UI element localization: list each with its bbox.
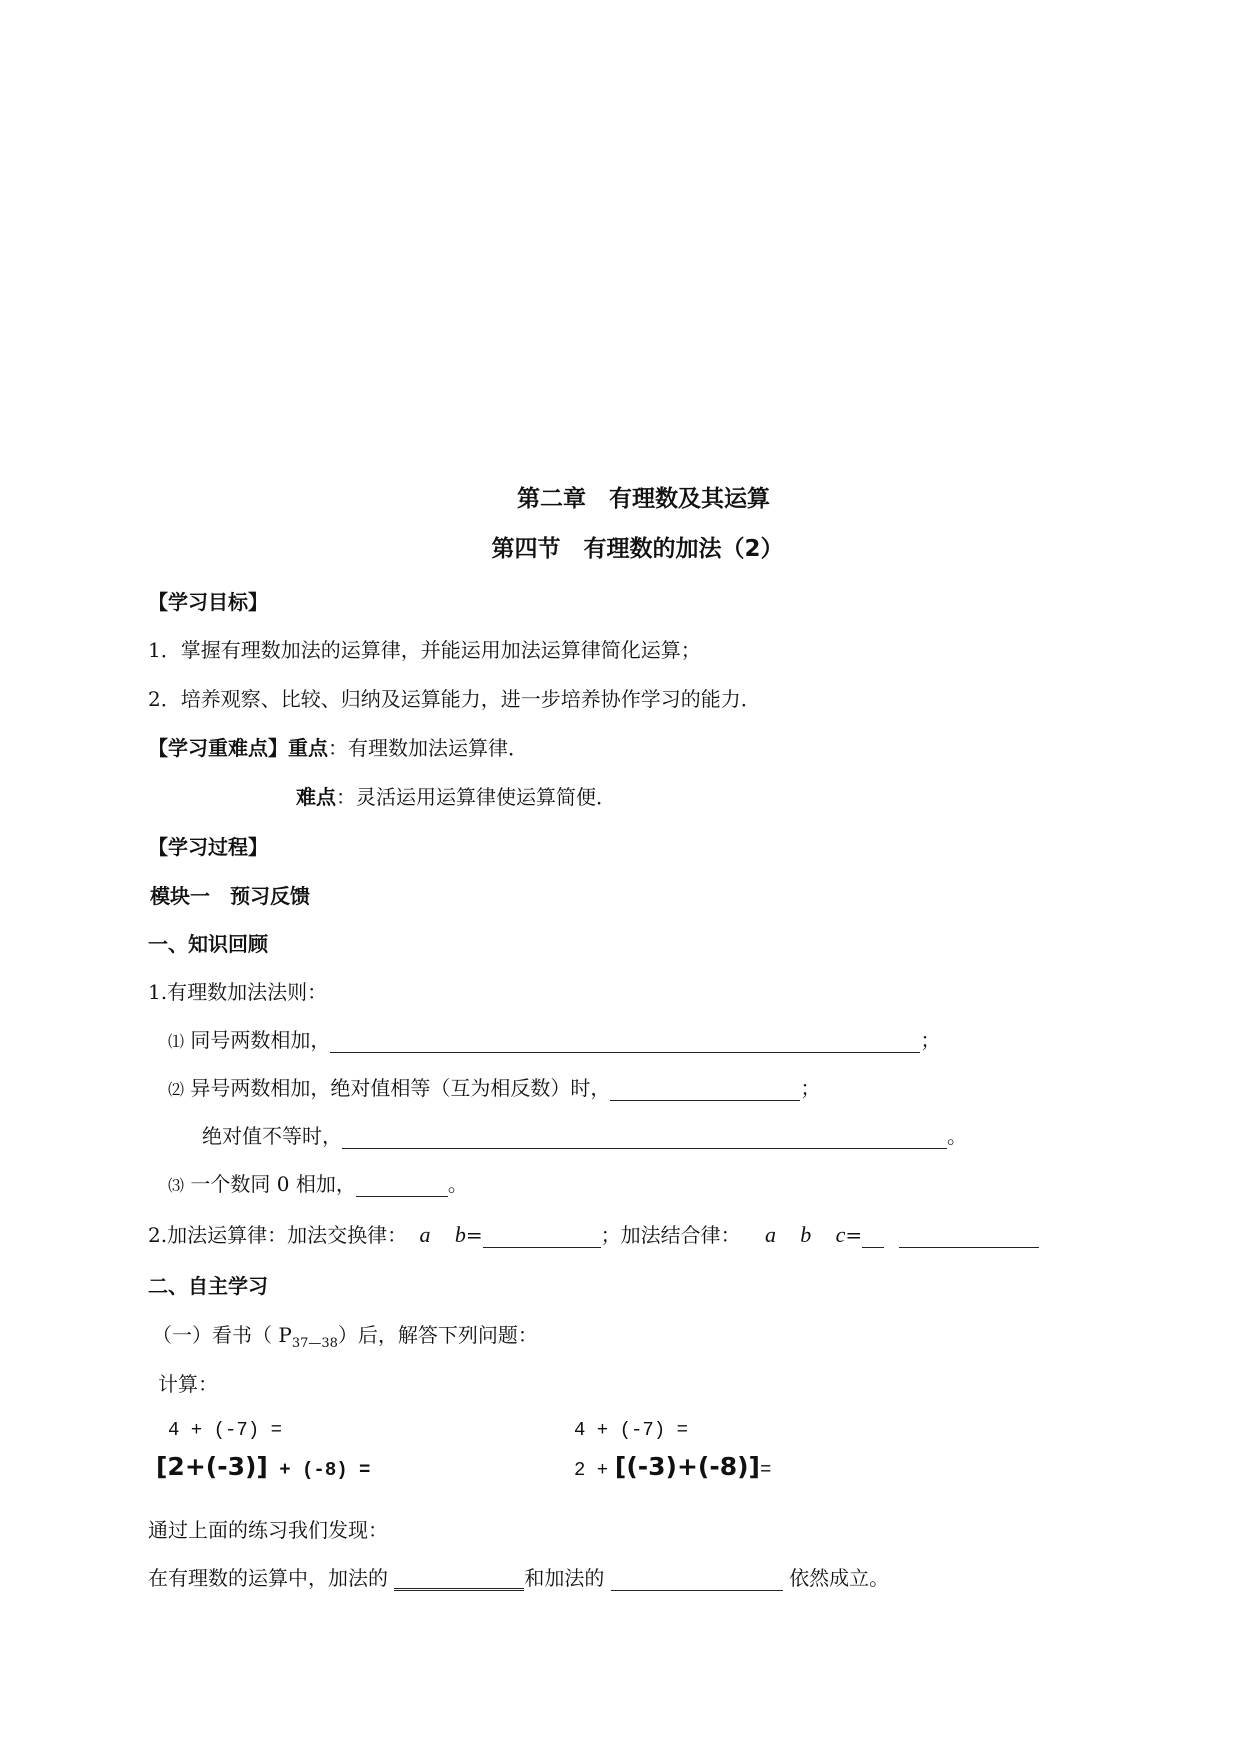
conclusion-row [148,1562,889,1591]
rule-2b [202,1120,967,1149]
rule-1-number: ⑴ [168,1032,185,1051]
process-heading: 【学习过程】 [148,835,268,859]
associative-blank-a[interactable] [862,1225,884,1248]
discover-text: 通过上面的练习我们发现： [148,1518,388,1542]
commutative-blank[interactable] [483,1225,601,1248]
conclusion-post: 依然成立。 [789,1566,890,1590]
rule-1 [168,1024,940,1053]
goals-heading: 【学习目标】 [148,590,268,614]
associative-blank-b[interactable] [899,1225,1039,1248]
read-instruction [152,1319,538,1351]
law-equals: = [465,1223,483,1247]
expression-2: 4 + (-7) = [574,1419,689,1441]
conclusion-pre: 在有理数的运算中，加法的 [148,1566,388,1590]
rule-3-number: ⑶ [168,1176,185,1195]
expression-4 [574,1452,771,1481]
rule-3 [168,1168,468,1197]
part2-heading: 二、自主学习 [148,1274,268,1298]
difficulty-row [296,781,616,810]
rule-1-blank[interactable] [330,1030,920,1053]
laws-row [148,1219,1039,1248]
chapter-title: 第二章 有理数及其运算 [517,486,770,512]
keypoints-heading: 【学习重难点】 [148,736,288,760]
expression-3 [156,1452,370,1481]
conclusion-blank-2[interactable] [611,1568,783,1591]
module-heading: 模块一 预习反馈 [150,884,310,908]
rule-2b-text: 绝对值不等时， [202,1124,342,1148]
focus-text: ：有理数加法运算律． [328,736,528,760]
goal-item-1: 1．掌握有理数加法的运算律，并能运用加法运算律简化运算； [148,638,701,662]
rule-1-text: 同号两数相加， [190,1028,331,1052]
law-var-b2: b [800,1222,812,1247]
law-var-c: c [835,1222,846,1247]
goal-item-2: 2．培养观察、比较、归纳及运算能力，进一步培养协作学习的能力． [148,687,761,711]
read-pages: 37—38 [291,1336,338,1351]
section-title: 第四节 有理数的加法（2） [491,536,784,562]
rule-2-text: 异号两数相加，绝对值相等（互为相反数）时， [190,1076,611,1100]
focus-label: 重点 [288,736,328,760]
expression-1: 4 + (-7) = [168,1419,283,1441]
difficulty-text: ：灵活运用运算律使运算简便． [336,785,616,809]
rule-2-number: ⑵ [168,1080,185,1099]
read-post: ）后，解答下列问题： [337,1323,538,1347]
expression-4-post: = [759,1459,772,1481]
expression-4-bracket: [(-3)+(-8)] [614,1452,760,1481]
part1-heading: 一、知识回顾 [148,932,268,956]
rule-3-text: 一个数同 0 相加， [190,1172,356,1196]
laws-label: 2.加法运算律：加法交换律： [148,1223,408,1247]
rule-3-end: 。 [447,1172,468,1196]
expression-3-rest: + (-8) = [267,1459,371,1481]
laws-mid: ；加法结合律： [600,1223,741,1247]
read-pre: （一）看书（ P [152,1323,292,1347]
keypoints-row [148,732,528,761]
rule-2b-end: 。 [947,1124,967,1148]
rule-2-blank[interactable] [610,1078,800,1101]
law-var-a: a [419,1222,431,1247]
expression-4-pre: 2 + [574,1459,609,1481]
law-equals-2: = [845,1223,863,1247]
conclusion-blank-1[interactable] [394,1566,524,1591]
calc-label: 计算： [158,1372,218,1396]
rule-3-blank[interactable] [356,1174,448,1197]
difficulty-label: 难点 [296,785,336,809]
conclusion-mid: 和加法的 [524,1566,605,1590]
law-var-b: b [454,1222,466,1247]
rule-2 [168,1072,820,1101]
law-var-a2: a [764,1222,776,1247]
rule-2-end: ； [800,1076,821,1100]
rule-2b-blank[interactable] [342,1126,947,1149]
rule-1-end: ； [920,1028,941,1052]
rule-title: 1.有理数加法法则： [148,980,328,1004]
expression-3-bracket: [2+(-3)] [156,1452,268,1481]
